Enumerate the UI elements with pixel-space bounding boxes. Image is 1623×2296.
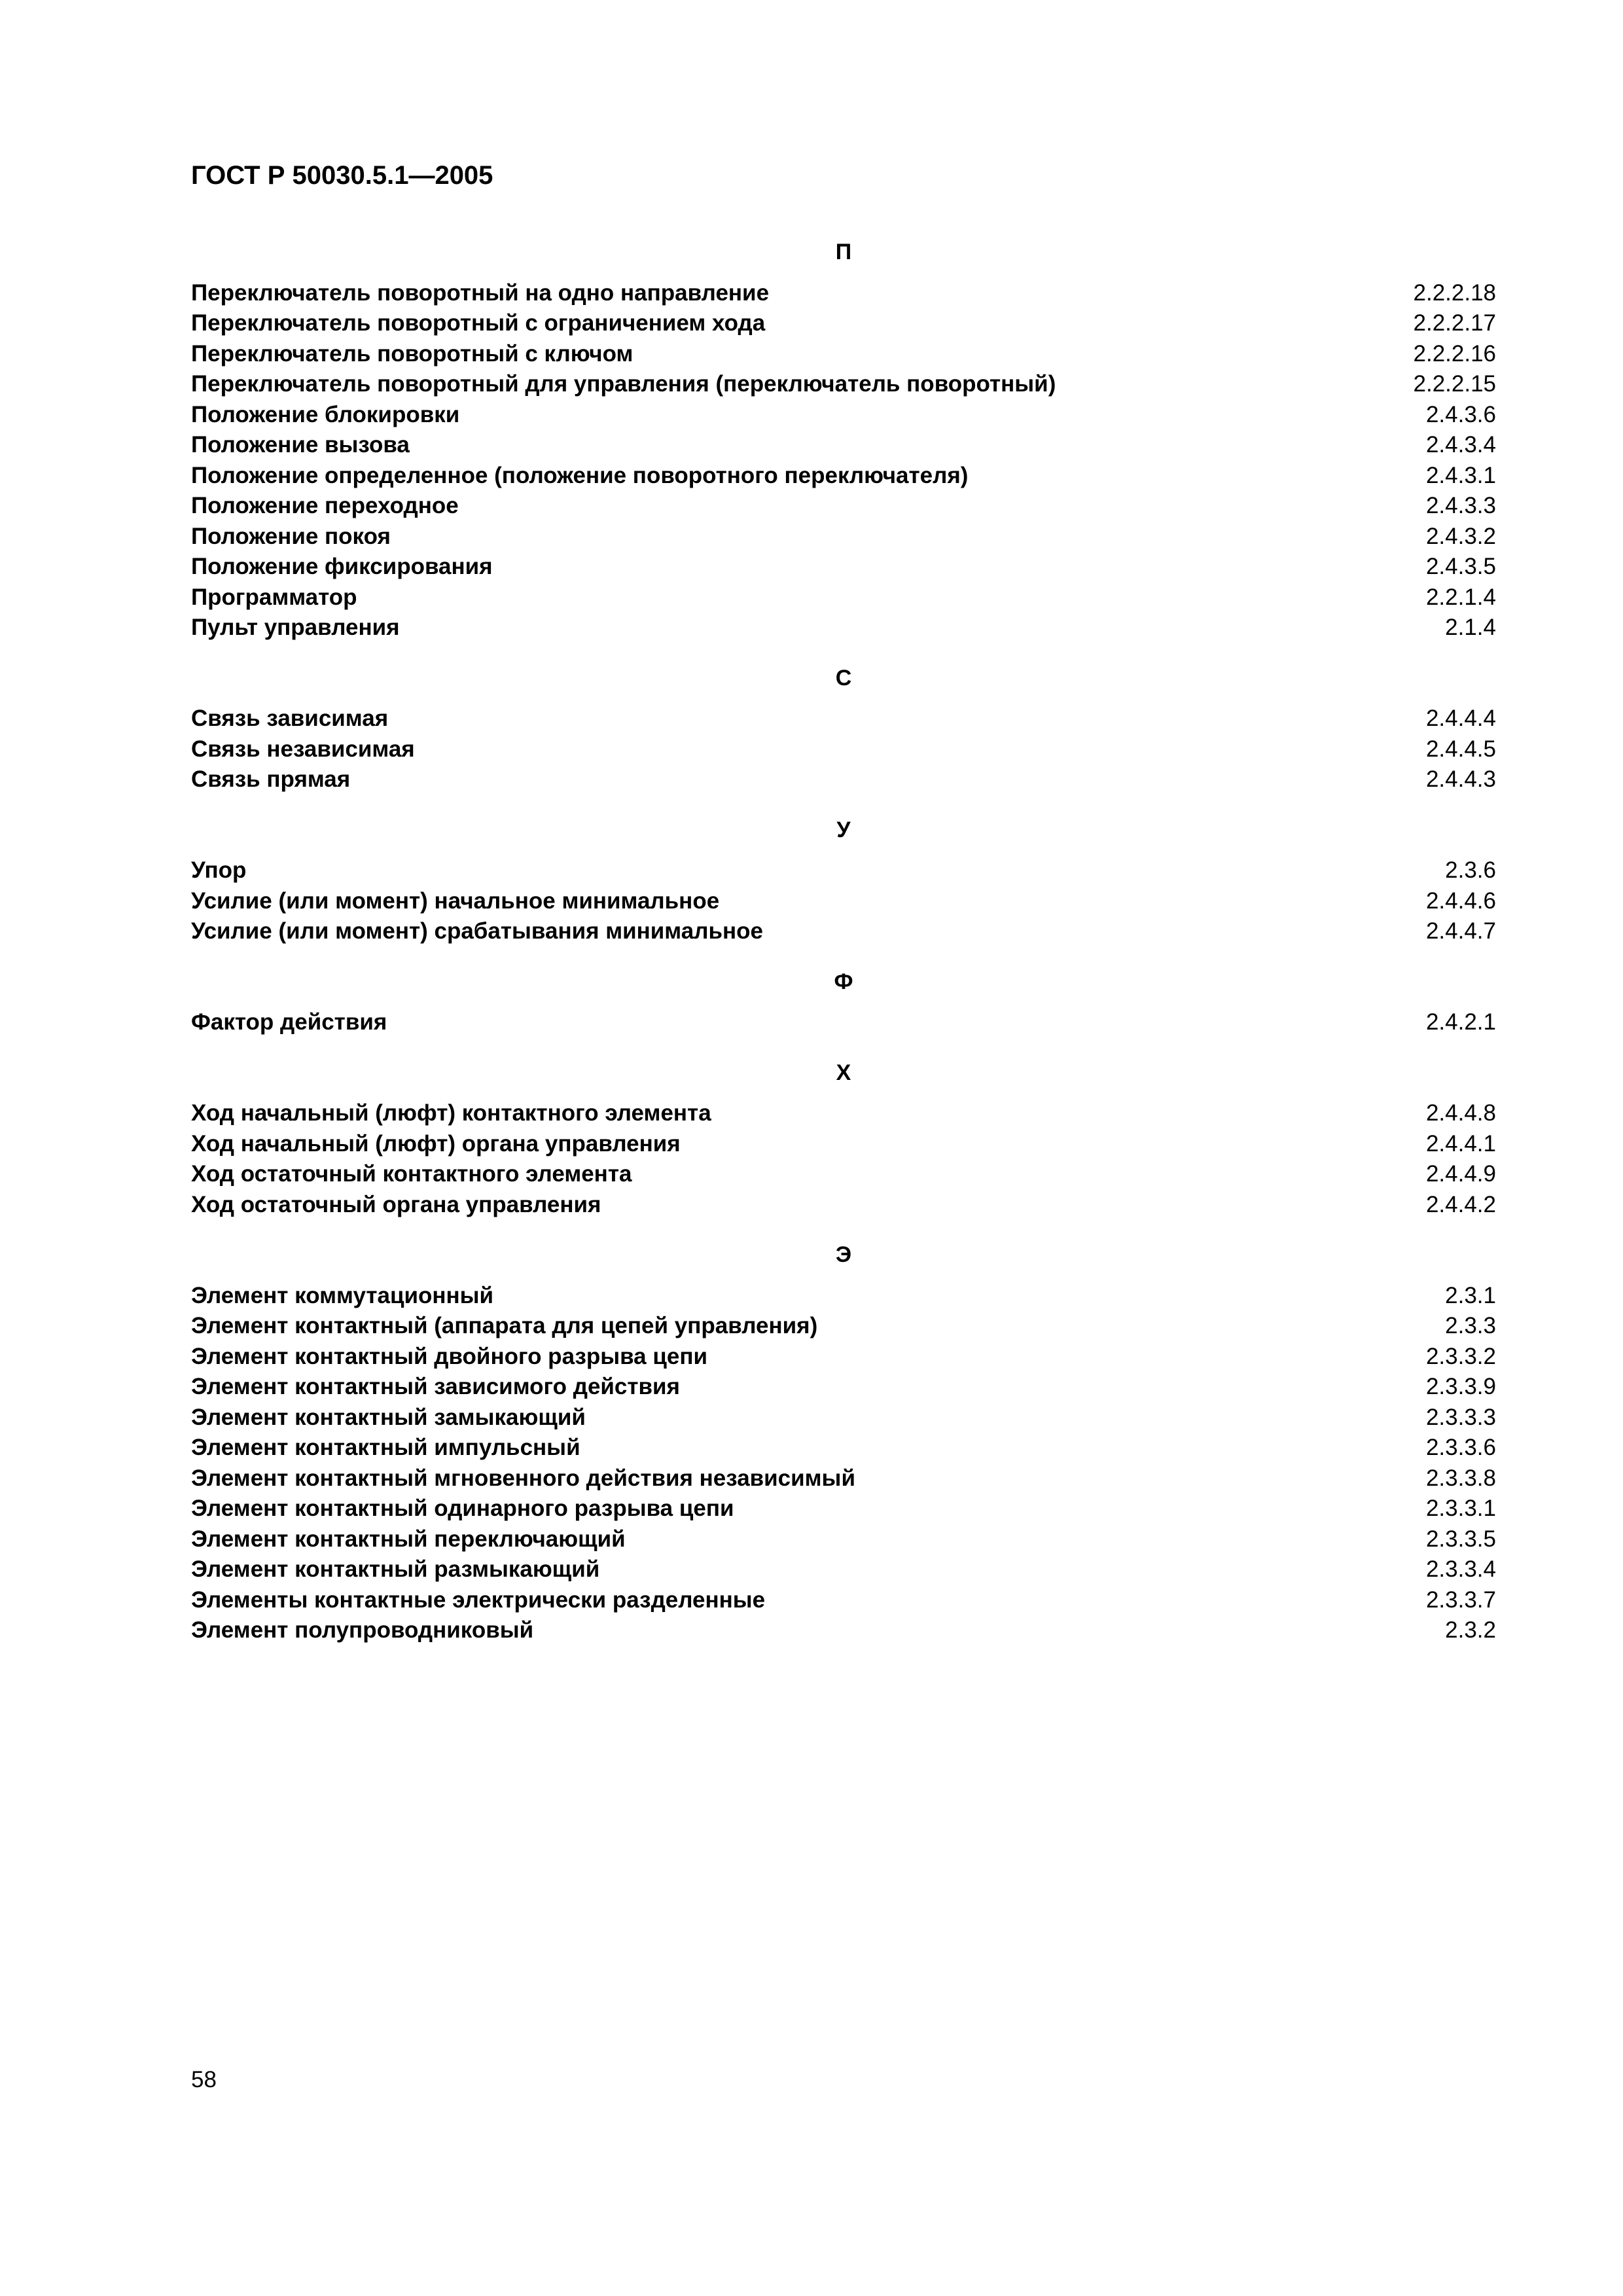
entry-ref: 2.3.3.8 <box>1425 1465 1496 1491</box>
index-entry <box>191 583 1496 613</box>
entry-term: Элемент контактный замыкающий <box>191 1404 586 1430</box>
entry-ref: 2.4.3.6 <box>1425 401 1496 427</box>
index-section-f <box>191 967 1496 1038</box>
section-letter: П <box>835 240 852 264</box>
index-entry <box>191 1129 1496 1160</box>
entry-ref: 2.2.2.15 <box>1413 371 1496 397</box>
index-entry <box>191 1190 1496 1221</box>
index-entry <box>191 1342 1496 1372</box>
section-letter: У <box>836 817 851 842</box>
index-section-e <box>191 1240 1496 1646</box>
entry-ref: 2.3.3.4 <box>1425 1556 1496 1582</box>
index-entry <box>191 278 1496 309</box>
entry-ref: 2.4.4.5 <box>1425 736 1496 762</box>
entry-ref: 2.4.4.9 <box>1425 1161 1496 1187</box>
entry-term: Связь зависимая <box>191 706 389 731</box>
section-letter: Ф <box>834 969 853 994</box>
index-entry <box>191 552 1496 583</box>
index-entry <box>191 916 1496 947</box>
section-letter: Э <box>835 1242 852 1267</box>
entry-term: Элемент контактный зависимого действия <box>191 1374 680 1399</box>
entry-term: Фактор действия <box>191 1009 387 1035</box>
entry-ref: 2.3.3.2 <box>1425 1343 1496 1369</box>
entry-term: Ход остаточный контактного элемента <box>191 1161 632 1187</box>
index-entry <box>191 369 1496 400</box>
entry-term: Переключатель поворотный с ключом <box>191 340 633 367</box>
entry-ref: 2.3.3.1 <box>1425 1496 1496 1521</box>
entry-term: Связь независимая <box>191 736 415 762</box>
entry-ref: 2.2.1.4 <box>1425 584 1496 610</box>
entry-term: Переключатель поворотный для управления (переключатель поворотный) <box>191 371 1056 397</box>
entry-ref: 2.2.2.18 <box>1413 279 1496 306</box>
index-entry <box>191 1554 1496 1585</box>
index-entry <box>191 764 1496 795</box>
entry-ref: 2.3.3.6 <box>1425 1435 1496 1460</box>
index-entry <box>191 1585 1496 1616</box>
entry-ref: 2.4.4.8 <box>1425 1100 1496 1126</box>
index-entry <box>191 734 1496 765</box>
index-entry <box>191 461 1496 492</box>
alphabetical-index <box>191 237 1496 1646</box>
index-section-s <box>191 663 1496 795</box>
entry-ref: 2.2.2.17 <box>1413 310 1496 336</box>
index-entry <box>191 1159 1496 1190</box>
entry-ref: 2.3.6 <box>1445 857 1496 883</box>
index-entry <box>191 1403 1496 1433</box>
entry-ref: 2.3.3.5 <box>1425 1526 1496 1552</box>
index-section-u <box>191 815 1496 947</box>
entry-ref: 2.4.4.7 <box>1425 918 1496 944</box>
index-entry <box>191 1524 1496 1555</box>
index-entry <box>191 855 1496 886</box>
index-entry <box>191 886 1496 917</box>
entry-term: Упор <box>191 857 247 883</box>
index-entry <box>191 613 1496 643</box>
index-section-p <box>191 237 1496 643</box>
page-number: 58 <box>191 2067 217 2092</box>
entry-term: Положение покоя <box>191 523 391 549</box>
entry-term: Ход остаточный органа управления <box>191 1191 601 1217</box>
index-entry <box>191 430 1496 461</box>
index-entry <box>191 1494 1496 1524</box>
entry-term: Положение определенное (положение поворотного переключателя) <box>191 462 969 488</box>
entry-term: Положение блокировки <box>191 401 460 427</box>
section-letter: С <box>835 665 852 691</box>
index-entry <box>191 400 1496 431</box>
entry-term: Положение фиксирования <box>191 554 493 579</box>
entry-term: Элемент контактный переключающий <box>191 1526 626 1552</box>
index-entry <box>191 1615 1496 1646</box>
entry-ref: 2.4.3.3 <box>1425 493 1496 518</box>
entry-ref: 2.2.2.16 <box>1413 340 1496 367</box>
entry-term: Положение переходное <box>191 493 459 518</box>
entry-term: Элемент контактный размыкающий <box>191 1556 600 1582</box>
index-entry <box>191 1311 1496 1342</box>
entry-term: Положение вызова <box>191 432 410 457</box>
index-entry <box>191 1281 1496 1312</box>
entry-ref: 2.4.4.3 <box>1425 766 1496 792</box>
entry-ref: 2.4.4.6 <box>1425 888 1496 914</box>
entry-term: Элемент контактный двойного разрыва цепи <box>191 1343 708 1369</box>
entry-ref: 2.1.4 <box>1445 615 1496 640</box>
entry-ref: 2.4.3.1 <box>1425 462 1496 488</box>
index-entry <box>191 1098 1496 1129</box>
entry-ref: 2.4.3.2 <box>1425 523 1496 549</box>
index-entry <box>191 1372 1496 1403</box>
entry-term: Ход начальный (люфт) контактного элемента <box>191 1100 711 1126</box>
entry-ref: 2.4.4.2 <box>1425 1191 1496 1217</box>
entry-ref: 2.4.4.1 <box>1425 1130 1496 1157</box>
entry-term: Элемент контактный одинарного разрыва цепи <box>191 1496 734 1521</box>
index-entry <box>191 1007 1496 1038</box>
entry-term: Связь прямая <box>191 766 351 792</box>
entry-term: Ход начальный (люфт) органа управления <box>191 1130 681 1157</box>
entry-term: Пульт управления <box>191 615 400 640</box>
entry-ref: 2.3.2 <box>1445 1617 1496 1643</box>
index-entry <box>191 1463 1496 1494</box>
entry-ref: 2.4.4.4 <box>1425 706 1496 731</box>
entry-ref: 2.4.2.1 <box>1425 1009 1496 1035</box>
index-entry <box>191 308 1496 339</box>
entry-term: Элемент полупроводниковый <box>191 1617 534 1643</box>
index-entry <box>191 704 1496 734</box>
entry-ref: 2.3.3.3 <box>1425 1404 1496 1430</box>
entry-term: Элемент контактный мгновенного действия независимый <box>191 1465 855 1491</box>
entry-ref: 2.3.3.7 <box>1425 1587 1496 1613</box>
entry-term: Элементы контактные электрически разделенные <box>191 1587 766 1613</box>
entry-ref: 2.4.3.5 <box>1425 554 1496 579</box>
index-entry <box>191 522 1496 552</box>
entry-ref: 2.4.3.4 <box>1425 432 1496 457</box>
index-entry <box>191 491 1496 522</box>
entry-term: Переключатель поворотный с ограничением хода <box>191 310 766 336</box>
entry-term: Элемент контактный импульсный <box>191 1435 580 1460</box>
entry-ref: 2.3.3.9 <box>1425 1374 1496 1399</box>
section-letter: Х <box>836 1060 851 1085</box>
entry-term: Переключатель поворотный на одно направление <box>191 279 770 306</box>
document-header: ГОСТ Р 50030.5.1—2005 <box>191 161 493 190</box>
entry-term: Программатор <box>191 584 357 610</box>
entry-ref: 2.3.1 <box>1445 1282 1496 1308</box>
entry-term: Элемент коммутационный <box>191 1282 494 1308</box>
index-entry <box>191 1433 1496 1463</box>
entry-term: Усилие (или момент) срабатывания минимальное <box>191 918 763 944</box>
entry-term: Элемент контактный (аппарата для цепей управления) <box>191 1313 818 1338</box>
entry-term: Усилие (или момент) начальное минимальное <box>191 888 720 914</box>
index-section-kh <box>191 1058 1496 1221</box>
index-entry <box>191 339 1496 370</box>
entry-ref: 2.3.3 <box>1445 1313 1496 1338</box>
